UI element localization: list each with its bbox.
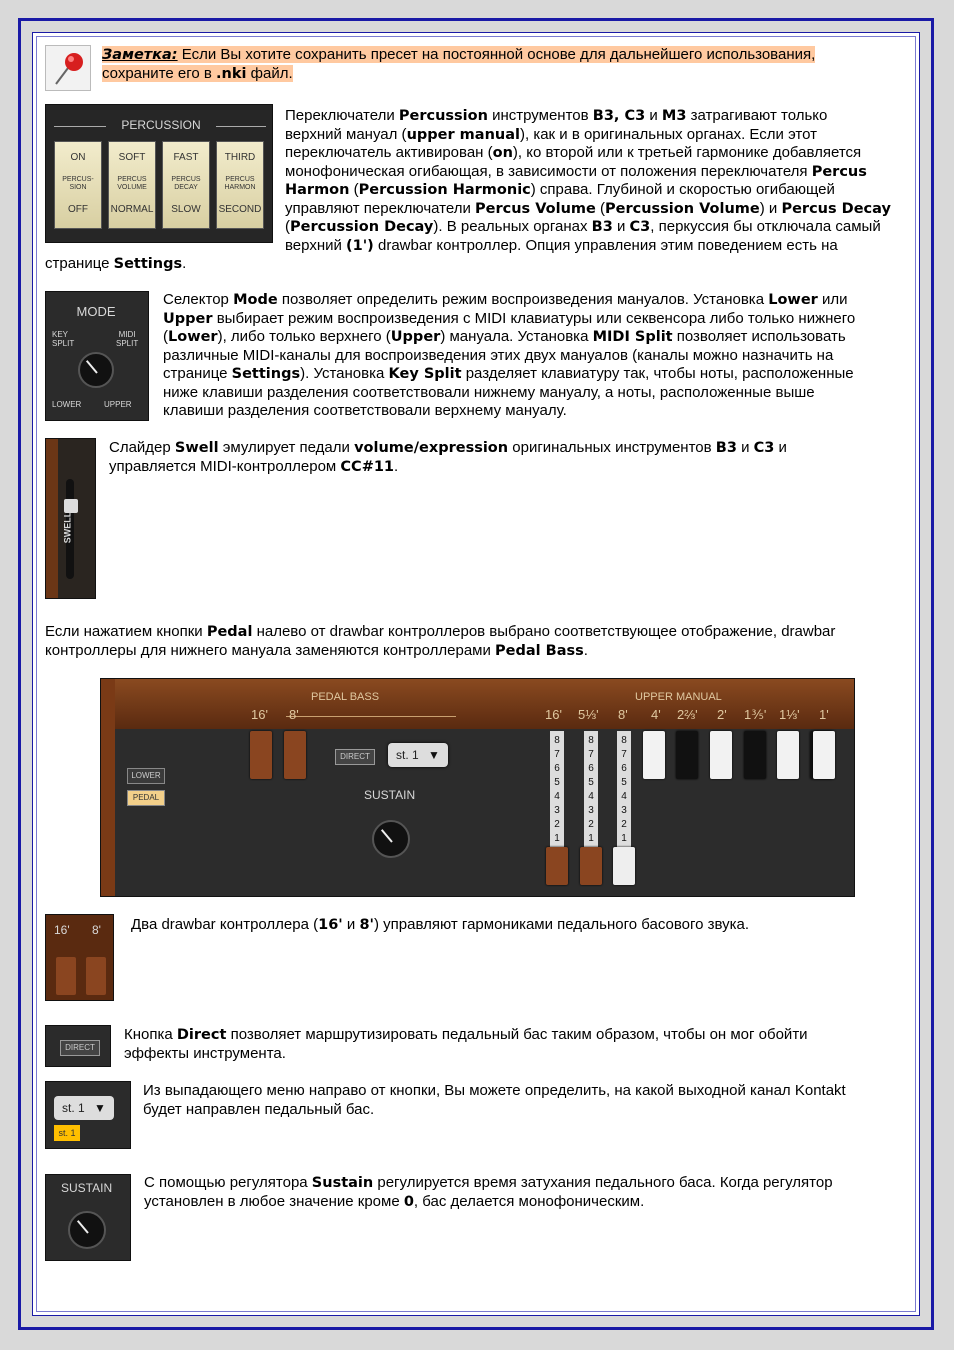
text-segment: верхний мануал ( — [285, 125, 407, 143]
percussion-switch-mid-label: PERCUS- SION — [62, 176, 94, 191]
text-segment: ), либо только верхнего ( — [217, 328, 391, 345]
pedal-button[interactable]: PEDAL — [127, 790, 165, 806]
text-segment: B3, C3 — [592, 108, 646, 124]
upper-drawbar[interactable] — [643, 731, 665, 779]
text-segment: ) управляют гармониками педального басового звука. — [374, 916, 750, 933]
text-segment: налево от — [252, 623, 330, 640]
pedal-bass-title: PEDAL BASS — [311, 691, 380, 703]
text-segment: drawbar — [781, 623, 836, 640]
text-segment: upper manual — [406, 126, 520, 143]
drawbar-scale-number: 8 — [554, 735, 560, 746]
text-segment: ), ко второй или к третьей гармонике добавляется — [512, 144, 862, 161]
text-segment: B3 — [715, 440, 737, 456]
text-segment: (1') — [346, 237, 374, 254]
drawbar-scale-number: 7 — [621, 749, 627, 760]
drawbar-scale-number: 2 — [554, 819, 560, 830]
text-segment: установлен в любое значение кроме — [144, 1192, 404, 1210]
drawbar-scale-number: 6 — [554, 763, 560, 774]
text-segment: 16' — [318, 917, 343, 933]
text-segment: контроллер. Опция управления этим поведением есть на — [432, 236, 838, 254]
text-segment: эффекты инструмента. — [124, 1044, 286, 1062]
text-segment: Селектор — [163, 291, 234, 308]
swell-panel — [45, 438, 96, 599]
text-segment: странице — [163, 365, 232, 382]
text-segment: ). Установка — [300, 365, 389, 382]
upper-label: UPPER — [104, 400, 132, 409]
text-segment: Settings — [113, 256, 183, 272]
text-segment: Lower — [768, 292, 818, 308]
upper-footage-label: 2' — [717, 707, 727, 722]
upper-footage-label: 2⅔' — [677, 707, 698, 722]
small-sustain-label: SUSTAIN — [61, 1181, 113, 1195]
upper-drawbar[interactable] — [710, 731, 732, 779]
text-segment: ), как и в оригинальных органах. Если этот — [519, 125, 817, 143]
text-segment: ( — [285, 218, 290, 235]
text-segment: и — [774, 439, 787, 456]
text-segment: Percussion — [398, 108, 488, 124]
note-text: Заметка: Если Вы хотите сохранить пресет на постоянной основе для дальнейшего использования, сохраните его в .nki файл. — [102, 46, 816, 82]
drawbar-scale-number: 2 — [588, 819, 594, 830]
para-drawbars — [131, 916, 749, 935]
upper-footage-label: 1⅓' — [779, 707, 800, 722]
text-segment: Percussion Volume — [605, 200, 760, 217]
upper-drawbar[interactable] — [777, 731, 799, 779]
drawbar-scale-number: 5 — [621, 777, 627, 788]
upper-drawbar[interactable] — [744, 731, 766, 779]
text-segment: Два — [131, 916, 162, 933]
percussion-switch-bottom-label: NORMAL — [110, 204, 154, 215]
sustain-label: SUSTAIN — [364, 788, 416, 802]
small-sustain-knob-pointer — [77, 1220, 89, 1234]
percussion-switch[interactable] — [162, 141, 210, 229]
text-segment: Percussion Decay — [290, 219, 434, 235]
panel-left-wood — [101, 679, 115, 897]
text-segment: клавиши разделения соответствовали верхнему мануалу. — [163, 402, 567, 419]
percussion-switch-mid-label: PERCUS HARMON — [224, 176, 256, 191]
key-split-label: KEY SPLIT — [52, 330, 75, 348]
upper-drawbar-extended[interactable] — [546, 847, 568, 885]
text-segment: M3 — [661, 108, 687, 124]
text-segment: . — [182, 255, 187, 272]
text-segment: Если нажатием кнопки — [45, 623, 207, 640]
text-segment: 8' — [359, 917, 374, 933]
upper-drawbar-extended[interactable] — [580, 847, 602, 885]
percussion-panel — [45, 104, 273, 243]
mode-panel — [45, 291, 149, 421]
midi-split-label: MIDI SPLIT — [116, 330, 139, 348]
para-percussion — [285, 107, 891, 255]
drawbar-scale-number: 8 — [621, 735, 627, 746]
chevron-down-icon-small: ▼ — [94, 1101, 106, 1115]
drawbar-scale-number: 7 — [588, 749, 594, 760]
para-swell — [109, 439, 787, 476]
para-pedal — [45, 623, 835, 660]
text-segment: контроллеров выбрано соответствующее отображение, — [383, 623, 782, 640]
note-label: Заметка: — [102, 47, 178, 63]
pedal-drawbar-8[interactable] — [284, 731, 306, 779]
direct-button[interactable]: DIRECT — [335, 749, 375, 765]
percussion-switch-bottom-label: SLOW — [171, 204, 201, 215]
lower-button[interactable]: LOWER — [127, 768, 165, 784]
small-footage-8: 8' — [92, 923, 101, 937]
text-segment: Lower — [168, 329, 218, 345]
text-segment: С помощью регулятора — [144, 1174, 312, 1191]
text-segment: Sustain — [311, 1175, 374, 1191]
pushpin-icon — [45, 45, 91, 91]
upper-drawbar-1[interactable] — [813, 731, 835, 779]
upper-footage-label: 1' — [819, 707, 829, 722]
text-segment: и — [612, 218, 630, 235]
text-segment: 0 — [403, 1193, 414, 1210]
text-segment: C3 — [629, 219, 651, 235]
text-segment: выбирает режим воспроизведения с MIDI клавиатуры или секвенсора либо только нижнего — [212, 309, 856, 327]
text-segment: Key Split — [388, 366, 462, 382]
percussion-line-left — [54, 126, 106, 127]
text-segment: Слайдер — [109, 439, 175, 456]
small-direct-button[interactable]: DIRECT — [60, 1040, 100, 1056]
upper-footage-label: 5⅓' — [578, 707, 599, 722]
sustain-knob[interactable] — [372, 820, 410, 858]
percussion-switch-mid-label: PERCUS DECAY — [171, 176, 201, 191]
pedal-bass-line — [286, 716, 456, 717]
text-segment: Pedal Bass — [495, 642, 584, 659]
swell-wood — [46, 439, 58, 599]
mode-knob[interactable] — [78, 352, 114, 388]
para-direct — [124, 1026, 808, 1063]
small-direct-panel — [45, 1025, 111, 1067]
text-segment: volume/expression — [354, 440, 509, 456]
text-segment: эмулирует педали — [218, 439, 355, 456]
text-segment: Mode — [233, 292, 278, 308]
text-segment: и — [342, 916, 360, 933]
text-segment: затрагивают только — [686, 107, 828, 124]
percussion-switch-bottom-label: SECOND — [218, 204, 262, 215]
percussion-switch-top-label: FAST — [173, 152, 199, 163]
drawbar-scale-number: 1 — [588, 833, 594, 844]
percussion-switch-top-label: ON — [70, 152, 86, 163]
small-st-tag: st. 1 — [54, 1125, 80, 1141]
text-segment: Settings — [231, 366, 301, 382]
text-segment: Кнопка — [124, 1026, 177, 1043]
drawbar-scale-number: 4 — [588, 791, 594, 802]
text-segment: , бас делается монофоническим. — [413, 1192, 645, 1210]
text-segment: Percus Volume — [475, 200, 596, 217]
output-select[interactable] — [388, 743, 448, 767]
upper-drawbar[interactable] — [676, 731, 698, 779]
chevron-down-icon: ▼ — [428, 748, 440, 762]
drawbar-scale-number: 6 — [621, 763, 627, 774]
text-segment: верхний — [285, 236, 347, 254]
para-percussion-end — [45, 255, 186, 274]
percussion-switch-top-label: SOFT — [118, 152, 146, 163]
text-segment: drawbar — [329, 623, 384, 640]
upper-manual-title: UPPER MANUAL — [635, 691, 722, 703]
text-segment: C3 — [753, 440, 775, 456]
small-st-select-value: st. 1 — [62, 1101, 85, 1115]
text-segment: , перкуссия бы отключала самый — [650, 218, 881, 235]
para-mode — [163, 291, 855, 421]
drawbar-scale-number: 6 — [588, 763, 594, 774]
text-segment: Upper — [163, 310, 213, 327]
drawbar-scale-number: 7 — [554, 749, 560, 760]
small-drawbar-8[interactable] — [86, 957, 106, 995]
lower-label: LOWER — [52, 400, 82, 409]
upper-footage-label: 8' — [618, 707, 628, 722]
drawbar-scale-number: 5 — [554, 777, 560, 788]
drawbar-scale-number: 3 — [588, 805, 594, 816]
text-segment: drawbar — [161, 916, 216, 933]
drawbar-scale-number: 3 — [554, 805, 560, 816]
text-segment: on — [492, 145, 513, 161]
sustain-knob-pointer — [381, 829, 393, 843]
text-segment: Direct — [176, 1027, 227, 1043]
small-st-panel — [45, 1081, 131, 1149]
text-segment: разделяет клавиатуру так, чтобы ноты, расположенные — [461, 365, 854, 382]
text-segment: Переключатели — [285, 107, 399, 124]
text-segment: ( — [595, 199, 606, 217]
drawbar-scale-number: 3 — [621, 805, 627, 816]
small-drawbar-16[interactable] — [56, 957, 76, 995]
small-sustain-knob[interactable] — [68, 1211, 106, 1249]
pedal-footage-label: 16' — [251, 707, 268, 722]
drawbar-scale-number: 2 — [621, 819, 627, 830]
drawbar-scale-number: 1 — [621, 833, 627, 844]
drawbar-scale-number: 8 — [588, 735, 594, 746]
panel-header-wood — [101, 679, 855, 729]
small-st-select[interactable] — [54, 1096, 114, 1120]
text-segment: B3 — [591, 219, 613, 235]
text-segment: или — [817, 291, 848, 308]
upper-footage-label: 16' — [545, 707, 562, 722]
percussion-switch-top-label: THIRD — [224, 152, 256, 163]
percussion-switch[interactable] — [54, 141, 102, 229]
text-segment: Swell — [174, 440, 219, 456]
percussion-title: PERCUSSION — [121, 118, 201, 132]
small-footage-16: 16' — [54, 923, 70, 937]
text-segment: Kontakt — [794, 1082, 846, 1099]
percussion-line-right — [216, 126, 266, 127]
mode-knob-pointer — [86, 360, 98, 374]
drawbar-scale-number: 5 — [588, 777, 594, 788]
text-segment: ) справа. Глубиной и скоростью огибающей — [530, 181, 835, 198]
text-segment: ( — [163, 328, 168, 345]
text-segment: Из выпадающего меню направо от кнопки, Вы можете определить, на какой выходной канал — [143, 1082, 795, 1099]
text-segment: Percus Decay — [781, 200, 891, 217]
text-segment: инструментов — [487, 107, 593, 124]
text-segment: ) мануала. Установка — [440, 328, 593, 345]
drawbar-scale-number: 1 — [554, 833, 560, 844]
percussion-switch-bottom-label: OFF — [68, 204, 88, 215]
text-segment: Upper — [390, 329, 441, 345]
upper-footage-label: 1⅗' — [744, 707, 767, 722]
text-segment: оригинальных инструментов — [508, 439, 716, 456]
text-segment: ниже клавиши разделения соответствовали нижнему мануалу, а ноты, расположенные выше — [163, 383, 815, 401]
text-segment: регулируется время затухания педального баса. Когда регулятор — [373, 1174, 833, 1191]
para-st — [143, 1082, 846, 1119]
text-segment: drawbar — [373, 236, 433, 254]
text-segment: . — [583, 641, 588, 659]
para-sustain — [144, 1174, 833, 1211]
text-segment: странице — [45, 255, 114, 272]
text-segment: ( — [349, 181, 359, 198]
text-segment: CC#11 — [340, 458, 395, 475]
swell-label: SWELL — [62, 511, 73, 544]
text-segment: и — [736, 439, 754, 456]
percussion-switch[interactable] — [108, 141, 156, 229]
mode-title: MODE — [76, 304, 116, 319]
text-segment: Percussion Harmonic — [358, 182, 531, 198]
text-segment: переключатель активирован ( — [285, 144, 493, 161]
drawbar-scale-number: 4 — [621, 791, 627, 802]
text-segment: будет направлен педальный бас. — [143, 1100, 375, 1118]
pedal-drawbar-16[interactable] — [250, 731, 272, 779]
pedal-footage-label: 8' — [289, 707, 299, 722]
percussion-switch[interactable] — [216, 141, 264, 229]
text-segment: управляется MIDI-контроллером — [109, 457, 341, 475]
upper-drawbar-extended[interactable] — [613, 847, 635, 885]
text-segment: контроллеры для нижнего мануала заменяются контроллерами — [45, 641, 496, 659]
small-sustain-panel — [45, 1174, 131, 1261]
output-select-value: st. 1 — [396, 748, 419, 762]
drawbar-scale-number: 4 — [554, 791, 560, 802]
text-segment: монофоническая огибающая, в зависимости от положения переключателя — [285, 162, 812, 180]
text-segment: MIDI Split — [592, 329, 673, 345]
text-segment: контроллера ( — [215, 916, 319, 933]
text-segment: позволяет определить режим воспроизведения мануалов. Установка — [277, 291, 769, 308]
upper-footage-label: 4' — [651, 707, 661, 722]
text-segment: и — [645, 107, 662, 124]
text-segment: позволяет маршрутизировать педальный бас таким образом, чтобы он мог обойти — [226, 1026, 808, 1043]
text-segment: ). В реальных органах — [433, 218, 592, 235]
text-segment: ) и — [759, 199, 782, 217]
text-segment: Harmon — [285, 182, 350, 198]
small-drawbars-panel — [45, 914, 114, 1001]
percussion-switch-mid-label: PERCUS VOLUME — [117, 176, 147, 191]
text-segment: Percus — [811, 163, 867, 180]
text-segment: различные MIDI-каналы для воспроизведения этих двух мануалов (каналы можно назначить на — [163, 346, 834, 364]
text-segment: Pedal — [206, 624, 253, 640]
organ-panel — [100, 678, 855, 897]
text-segment: управляют переключатели — [285, 199, 475, 217]
text-segment: . — [394, 457, 399, 475]
text-segment: позволяет использовать — [672, 328, 846, 345]
